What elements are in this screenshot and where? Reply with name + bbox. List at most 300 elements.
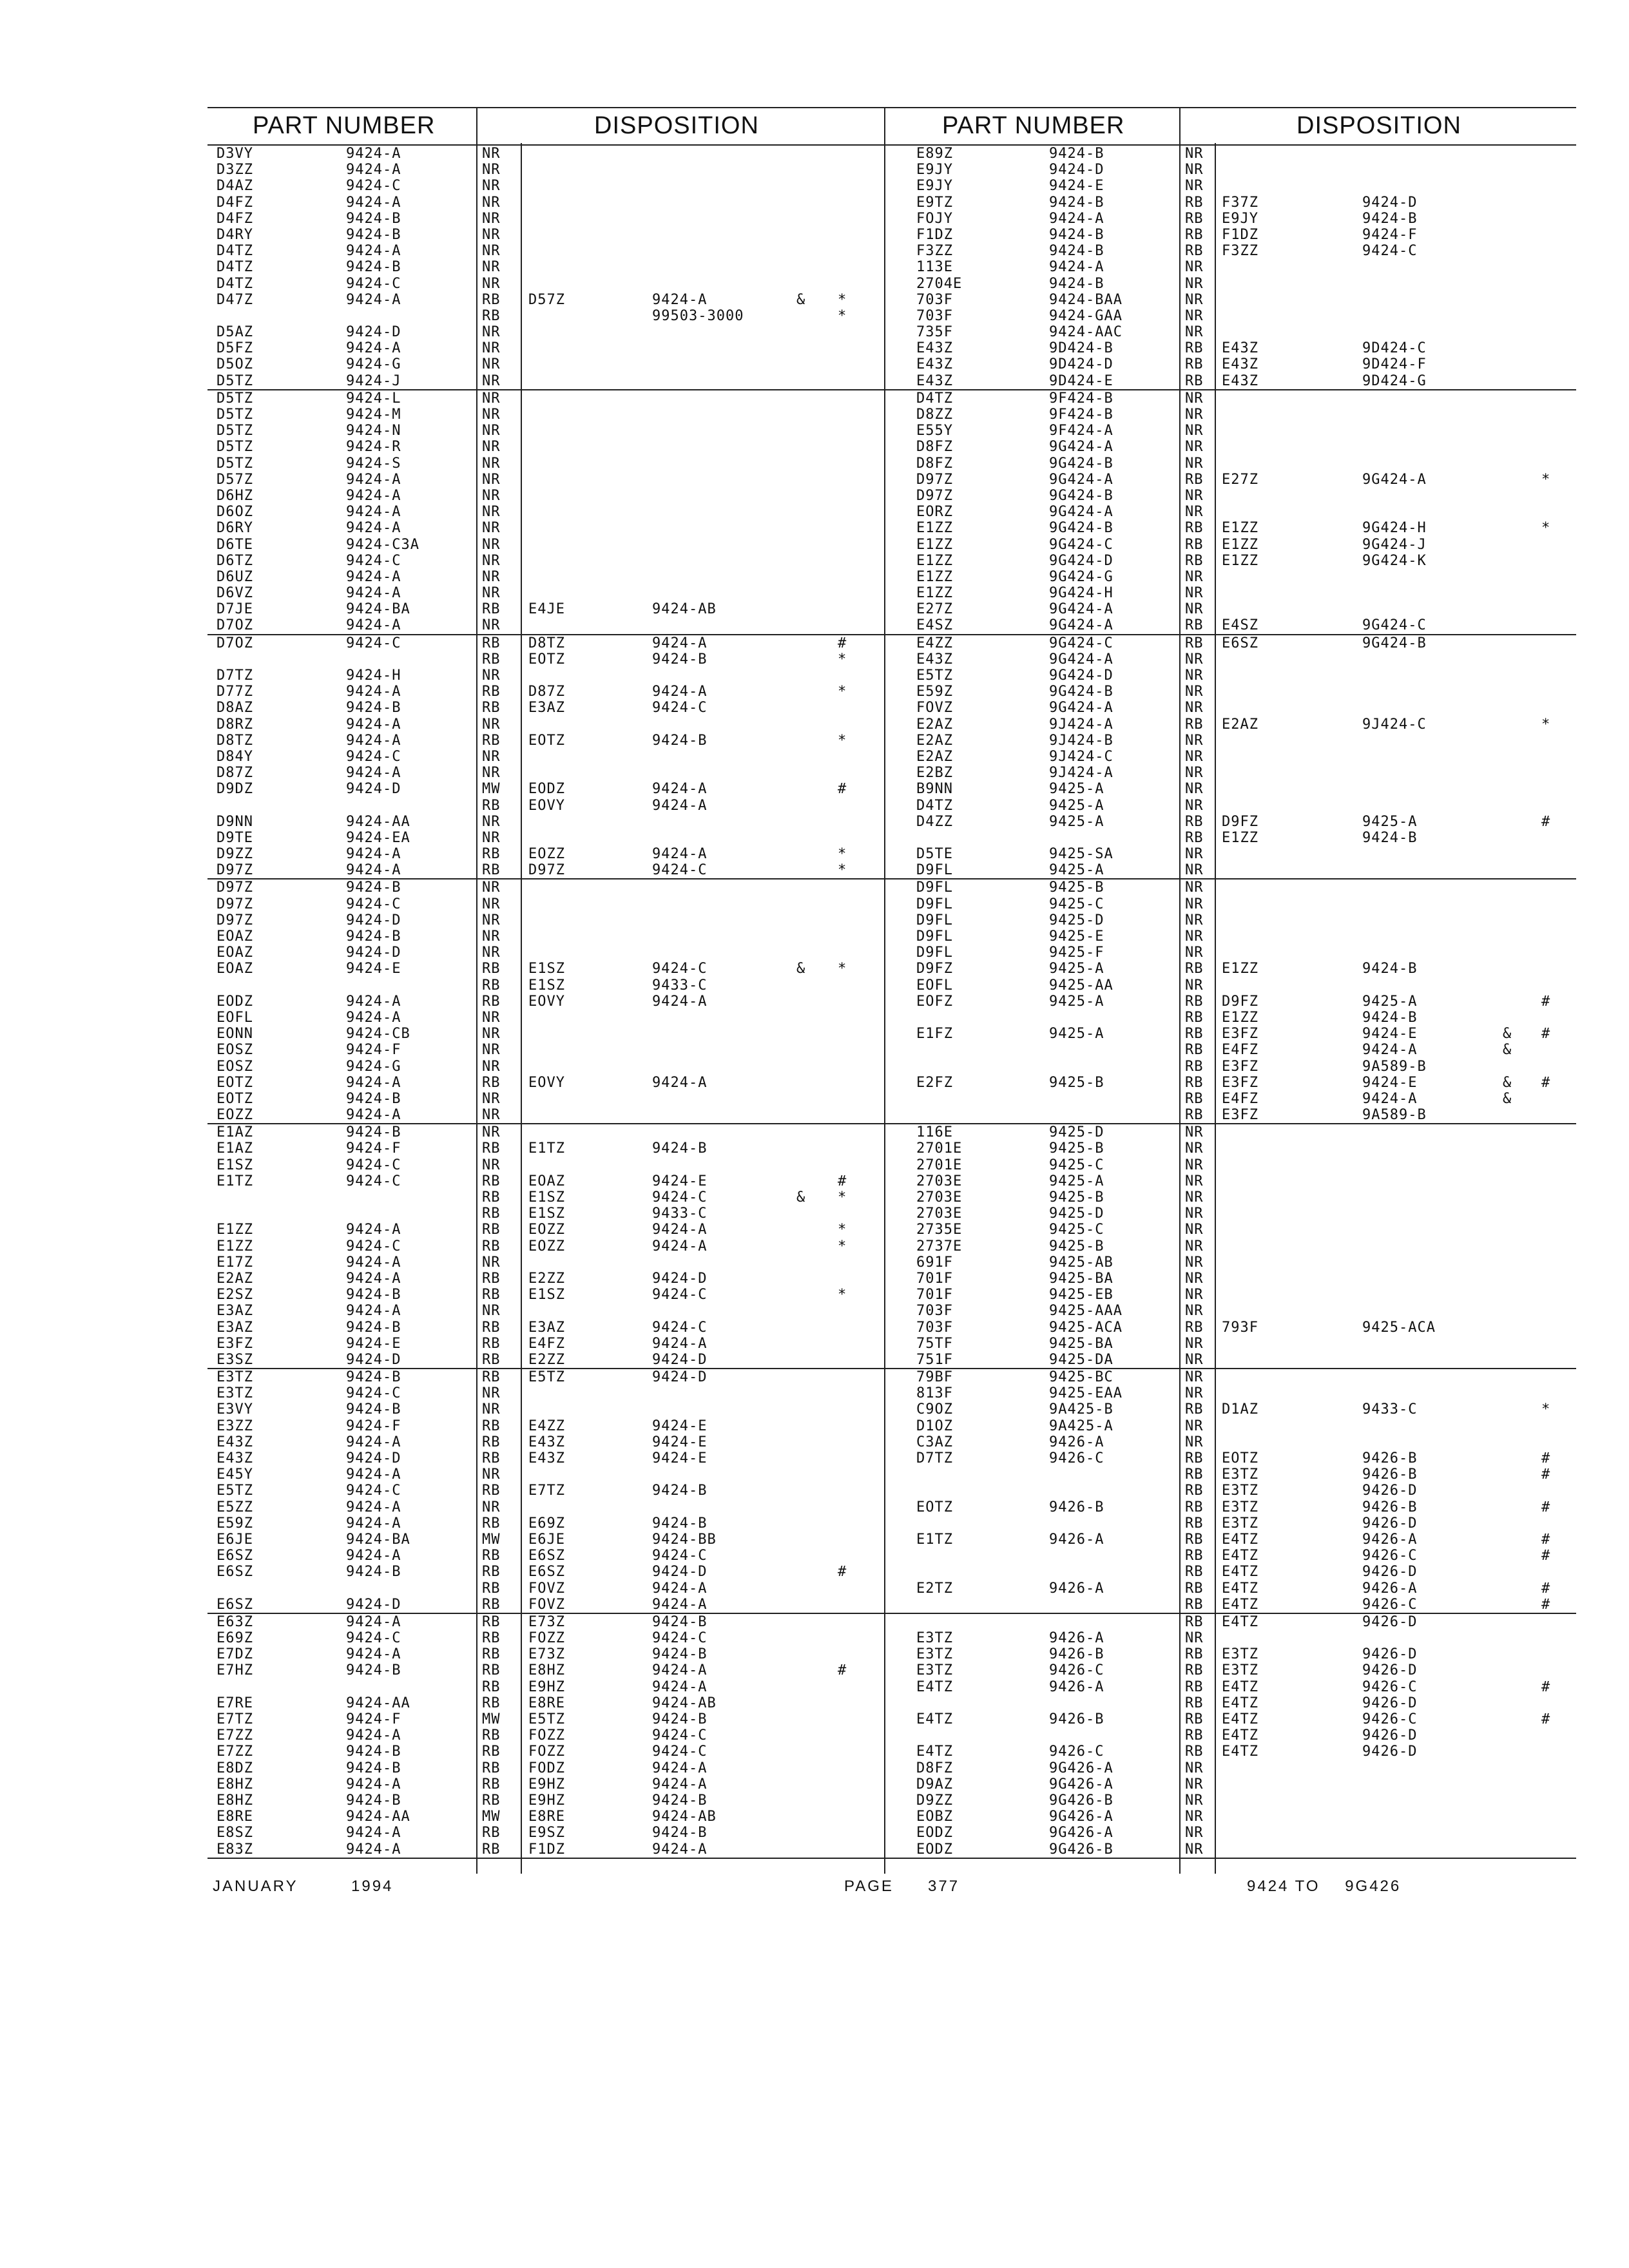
table-row [207, 1809, 887, 1825]
part-number-cell: E63Z [217, 1613, 253, 1630]
disposition-code-cell: RB [482, 1580, 501, 1597]
table-row [884, 1401, 1576, 1418]
left-table [207, 107, 887, 1859]
number-cell: 9424-D [1049, 162, 1104, 178]
table-row [884, 1385, 1576, 1401]
replacement-part-cell: E1ZZ [1222, 961, 1258, 977]
disposition-code-cell: RB [482, 1450, 501, 1466]
disposition-code-cell: NR [1185, 1140, 1204, 1157]
disposition-code-cell: RB [482, 1662, 501, 1679]
disposition-code-cell: NR [482, 1090, 501, 1107]
table-row [207, 340, 887, 356]
table-row [207, 1711, 887, 1727]
disposition-code-cell: NR [482, 1026, 501, 1043]
disposition-code-cell: RB [1185, 1058, 1204, 1075]
table-row [884, 456, 1576, 472]
number-cell: 9424-A [346, 732, 401, 749]
number-cell: 9425-EB [1049, 1287, 1113, 1303]
replacement-number-cell: 9424-A [652, 993, 708, 1010]
number-cell: 9424-B [346, 879, 401, 896]
number-cell: 9G424-A [1049, 700, 1113, 716]
disposition-code-cell: RB [482, 846, 501, 863]
disposition-code-cell: NR [482, 829, 501, 846]
part-number-cell: E5TZ [916, 668, 953, 684]
part-number-cell: E2SZ [217, 1287, 253, 1303]
replacement-number-cell: 9433-C [652, 1206, 708, 1222]
number-cell: 9424-A [346, 1499, 401, 1515]
replacement-part-cell: E6SZ [528, 1548, 565, 1564]
replacement-part-cell: E3FZ [1222, 1058, 1258, 1075]
table-row [207, 553, 887, 569]
replacement-part-cell: E4TZ [1222, 1564, 1258, 1581]
disposition-code-cell: MW [482, 1531, 501, 1548]
table-row [207, 846, 887, 862]
number-cell: 9424-A [346, 1548, 401, 1564]
table-row [884, 1776, 1576, 1792]
table-row [884, 651, 1576, 668]
part-number-cell: EOAZ [217, 945, 253, 961]
disposition-code-cell: RB [482, 862, 501, 879]
number-cell: 9G424-C [1049, 635, 1113, 651]
table-row [207, 716, 887, 733]
number-cell: 9424-E [346, 1335, 401, 1352]
table-row [884, 1010, 1576, 1026]
number-cell: 9424-E [346, 961, 401, 977]
replacement-part-cell: F1DZ [528, 1841, 565, 1858]
number-cell: 9424-F [346, 1418, 401, 1434]
disposition-code-cell: RB [1185, 993, 1204, 1010]
replacement-number-cell: 9424-A [652, 291, 708, 308]
part-number-cell: D5TZ [217, 423, 253, 439]
replacement-part-cell: E43Z [1222, 340, 1258, 357]
number-cell: 9424-B [346, 226, 401, 243]
replacement-number-cell: 9424-A [652, 1596, 708, 1613]
replacement-part-cell: E9SZ [528, 1825, 565, 1841]
right-table [884, 107, 1576, 1859]
number-cell: 9424-A [346, 504, 401, 521]
table-row [884, 504, 1576, 520]
disposition-code-cell: NR [1185, 487, 1204, 504]
table-row [207, 700, 887, 716]
part-number-cell: D4TZ [217, 275, 253, 292]
part-number-cell: E3TZ [916, 1630, 953, 1647]
replacement-part-cell: E43Z [1222, 356, 1258, 373]
table-row [207, 472, 887, 488]
part-number-cell: D4TZ [217, 243, 253, 260]
replacement-number-cell: 9424-B [1362, 961, 1418, 977]
number-cell: 9424-B [346, 1744, 401, 1760]
disposition-code-cell: NR [482, 1401, 501, 1418]
table-row [884, 830, 1576, 846]
replacement-part-cell: E8RE [528, 1809, 565, 1825]
disposition-code-cell: NR [1185, 748, 1204, 765]
table-row [884, 1825, 1576, 1841]
table-row [884, 668, 1576, 684]
part-number-cell: D97Z [916, 471, 953, 488]
part-number-cell: E1TZ [217, 1173, 253, 1189]
part-number-cell: D5TZ [217, 372, 253, 389]
replacement-number-cell: 9424-B [652, 1515, 708, 1532]
replacement-part-cell: E3AZ [528, 1319, 565, 1336]
replacement-part-cell: E69Z [528, 1515, 565, 1532]
table-row [884, 1091, 1576, 1107]
replacement-part-cell: FOZZ [528, 1630, 565, 1647]
part-number-cell: 703F [916, 291, 953, 308]
disposition-code-cell: RB [1185, 1564, 1204, 1581]
number-cell: 9425-C [1049, 1157, 1104, 1173]
table-row [207, 1825, 887, 1841]
number-cell: 9424-A [1049, 210, 1104, 227]
table-row [884, 569, 1576, 585]
replacement-number-cell: 9424-E [652, 1434, 708, 1450]
number-cell: 9424-B [1049, 226, 1104, 243]
disposition-code-cell: RB [482, 1222, 501, 1238]
disposition-code-cell: RB [1185, 1009, 1204, 1026]
flag-cell: # [838, 635, 847, 651]
part-number-cell: D5TZ [217, 439, 253, 456]
number-cell: 9424-A [346, 617, 401, 634]
disposition-code-cell: NR [1185, 879, 1204, 896]
table-row [884, 1303, 1576, 1319]
table-row [207, 1466, 887, 1483]
part-number-cell: F1DZ [916, 226, 953, 243]
number-cell: 9424-D [346, 1596, 401, 1613]
replacement-number-cell: 9424-C [652, 1630, 708, 1647]
table-row [207, 1483, 887, 1499]
disposition-code-cell: RB [482, 1678, 501, 1695]
table-row [207, 373, 887, 390]
number-cell: 9424-B [346, 210, 401, 227]
number-cell: 9G424-A [1049, 617, 1113, 634]
disposition-code-cell: NR [1185, 945, 1204, 961]
replacement-part-cell: FODZ [528, 1760, 565, 1776]
replacement-part-cell: E3TZ [1222, 1662, 1258, 1679]
number-cell: 9424-A [346, 1825, 401, 1841]
replacement-part-cell: E4TZ [1222, 1548, 1258, 1564]
replacement-number-cell: 9424-F [1362, 226, 1418, 243]
replacement-part-cell: EOTZ [528, 651, 565, 668]
number-cell: 9G424-B [1049, 487, 1113, 504]
number-cell: 9G424-G [1049, 568, 1113, 585]
table-row [207, 1369, 887, 1385]
disposition-code-cell: NR [1185, 862, 1204, 879]
table-row [207, 798, 887, 814]
number-cell: 9424-B [1049, 243, 1104, 260]
disposition-code-cell: NR [482, 748, 501, 765]
part-number-cell: E1ZZ [916, 536, 953, 553]
part-number-cell: D87Z [217, 765, 253, 782]
disposition-code-cell: NR [1185, 1335, 1204, 1352]
disposition-code-cell: NR [482, 243, 501, 260]
replacement-number-cell: 9426-D [1362, 1613, 1418, 1630]
replacement-number-cell: 9424-C [652, 1189, 708, 1206]
flag-cell: * [838, 1238, 847, 1254]
replacement-part-cell: E4TZ [1222, 1711, 1258, 1727]
table-row [884, 1450, 1576, 1466]
replacement-number-cell: 9426-C [1362, 1548, 1418, 1564]
table-row [884, 1695, 1576, 1711]
disposition-code-cell: RB [482, 1776, 501, 1792]
table-row [207, 423, 887, 439]
table-row [884, 1157, 1576, 1173]
replacement-number-cell: 9424-C [652, 1744, 708, 1760]
table-row [884, 733, 1576, 749]
part-number-cell: E2AZ [916, 716, 953, 733]
table-row [884, 1744, 1576, 1760]
number-cell: 9A425-B [1049, 1401, 1113, 1418]
flag-cell: # [1541, 1678, 1551, 1695]
disposition-code-cell: RB [482, 1351, 501, 1368]
part-number-cell: D9DZ [217, 781, 253, 798]
part-number-cell: F3ZZ [916, 243, 953, 260]
disposition-code-cell: NR [482, 945, 501, 961]
flag-cell: * [838, 307, 847, 324]
number-cell: 9424-A [346, 146, 401, 162]
table-row [207, 1548, 887, 1564]
part-number-cell: D3ZZ [217, 162, 253, 178]
disposition-code-cell: RB [482, 1727, 501, 1744]
number-cell: 9424-G [346, 356, 401, 373]
disposition-code-cell: NR [1185, 324, 1204, 341]
number-cell: 9F424-B [1049, 390, 1113, 407]
number-cell: 9424-B [1049, 146, 1104, 162]
table-row [207, 390, 887, 407]
table-row [884, 1711, 1576, 1727]
flag-cell: & [1503, 1090, 1512, 1107]
table-row [884, 1059, 1576, 1075]
number-cell: 9424-A [346, 471, 401, 488]
table-row [207, 1434, 887, 1450]
replacement-number-cell: 9425-A [1362, 813, 1418, 830]
table-row [884, 423, 1576, 439]
disposition-code-cell: NR [482, 765, 501, 782]
disposition-code-cell: NR [1185, 1351, 1204, 1368]
replacement-number-cell: 9426-D [1362, 1744, 1418, 1760]
number-cell: 9424-A [346, 1613, 401, 1630]
part-number-cell: D8FZ [916, 455, 953, 472]
table-row [884, 1222, 1576, 1238]
disposition-code-cell: NR [482, 275, 501, 292]
number-cell: 9425-A [1049, 1173, 1104, 1189]
part-number-cell: D4FZ [217, 194, 253, 211]
replacement-number-cell: 9D424-F [1362, 356, 1427, 373]
replacement-part-cell: EOTZ [528, 732, 565, 749]
table-row [884, 356, 1576, 372]
replacement-part-cell: E9JY [1222, 210, 1258, 227]
table-row [884, 276, 1576, 292]
part-number-cell: E3SZ [217, 1351, 253, 1368]
disposition-code-cell: NR [482, 1499, 501, 1515]
disposition-code-cell: RB [1185, 243, 1204, 260]
table-row [884, 814, 1576, 830]
replacement-part-cell: E8RE [528, 1695, 565, 1711]
replacement-number-cell: 9424-B [1362, 210, 1418, 227]
number-cell: 9424-C3A [346, 536, 419, 553]
part-number-cell: D5TZ [217, 390, 253, 407]
disposition-code-cell: RB [1185, 1580, 1204, 1597]
replacement-part-cell: FOVZ [528, 1596, 565, 1613]
table-row [884, 896, 1576, 912]
table-row [884, 1107, 1576, 1124]
column-divider [1215, 143, 1216, 1874]
replacement-part-cell: E1SZ [528, 1287, 565, 1303]
replacement-part-cell: E2ZZ [528, 1351, 565, 1368]
table-row [207, 617, 887, 635]
number-cell: 9424-C [346, 178, 401, 195]
table-row [207, 259, 887, 275]
disposition-code-cell: NR [482, 585, 501, 602]
part-number-cell: EOAZ [217, 961, 253, 977]
disposition-code-cell: RB [482, 1515, 501, 1532]
disposition-code-cell: RB [482, 1825, 501, 1841]
flag-cell: # [1541, 993, 1551, 1010]
disposition-code-cell: RB [482, 977, 501, 994]
table-row [884, 798, 1576, 814]
replacement-part-cell: EOTZ [1222, 1450, 1258, 1466]
replacement-number-cell: 9426-B [1362, 1499, 1418, 1515]
part-number-cell: 813F [916, 1385, 953, 1402]
part-number-cell: 701F [916, 1287, 953, 1303]
replacement-number-cell: 9424-B [652, 1825, 708, 1841]
replacement-part-cell: E6JE [528, 1531, 565, 1548]
part-number-cell: EODZ [916, 1825, 953, 1841]
number-cell: 9G424-A [1049, 439, 1113, 456]
replacement-part-cell: E4TZ [1222, 1580, 1258, 1597]
part-number-cell: E2FZ [916, 1074, 953, 1091]
flag-cell: # [1541, 1450, 1551, 1466]
number-cell: 9424-A [346, 194, 401, 211]
part-number-cell: 691F [916, 1254, 953, 1271]
table-row [884, 1254, 1576, 1271]
part-number-cell: E2TZ [916, 1580, 953, 1597]
part-number-cell: D6TE [217, 536, 253, 553]
disposition-code-cell: NR [482, 716, 501, 733]
part-number-cell: FOJY [916, 210, 953, 227]
table-row [884, 1581, 1576, 1597]
replacement-number-cell: 9A589-B [1362, 1058, 1427, 1075]
part-number-cell: D9FL [916, 912, 953, 928]
part-number-cell: E3TZ [916, 1646, 953, 1663]
number-cell: 9424-A [346, 162, 401, 178]
replacement-number-cell: 9424-C [652, 862, 708, 879]
number-cell: 9424-B [346, 1792, 401, 1809]
disposition-code-cell: RB [482, 1074, 501, 1091]
replacement-part-cell: EOZZ [528, 846, 565, 863]
replacement-part-cell: F1DZ [1222, 226, 1258, 243]
disposition-code-cell: NR [1185, 896, 1204, 912]
part-number-cell: 2703E [916, 1189, 963, 1206]
part-number-cell: E3AZ [217, 1319, 253, 1336]
disposition-code-cell: RB [1185, 1026, 1204, 1043]
number-cell: 9G424-D [1049, 552, 1113, 569]
replacement-number-cell: 9424-C [652, 961, 708, 977]
part-number-cell: EOTZ [217, 1074, 253, 1091]
part-number-cell: D9FZ [916, 961, 953, 977]
replacement-number-cell: 9424-C [652, 1727, 708, 1744]
disposition-code-cell: RB [1185, 635, 1204, 651]
replacement-number-cell: 9424-B [652, 1792, 708, 1809]
replacement-number-cell: 9424-A [652, 846, 708, 863]
part-number-cell: E1ZZ [916, 585, 953, 602]
number-cell: 9424-B [346, 928, 401, 945]
replacement-part-cell: E3AZ [528, 700, 565, 716]
replacement-number-cell: 9424-A [652, 1074, 708, 1091]
number-cell: 9424-B [346, 1124, 401, 1141]
disposition-code-cell: NR [1185, 1124, 1204, 1141]
disposition-code-cell: NR [1185, 1369, 1204, 1386]
replacement-number-cell: 9433-C [652, 977, 708, 994]
disposition-code-cell: RB [482, 961, 501, 977]
table-row [884, 1026, 1576, 1042]
disposition-code-cell: MW [482, 1809, 501, 1825]
table-row [884, 292, 1576, 308]
table-row [207, 1564, 887, 1580]
table-row [884, 1320, 1576, 1336]
table-row [207, 162, 887, 178]
replacement-part-cell: E5TZ [528, 1369, 565, 1386]
disposition-code-cell: RB [1185, 1678, 1204, 1695]
replacement-number-cell: 9424-B [652, 1613, 708, 1630]
flag-cell: * [838, 684, 847, 700]
replacement-part-cell: E4FZ [1222, 1090, 1258, 1107]
disposition-code-cell: RB [482, 1744, 501, 1760]
number-cell: 9424-A [346, 1009, 401, 1026]
table-row [884, 259, 1576, 275]
number-cell: 9425-EAA [1049, 1385, 1123, 1402]
number-cell: 9425-C [1049, 896, 1104, 912]
disposition-code-cell: NR [482, 1058, 501, 1075]
part-number-cell: E7ZZ [217, 1727, 253, 1744]
disposition-code-cell: RB [482, 1335, 501, 1352]
part-number-cell: D9AZ [916, 1776, 953, 1792]
table-row [884, 243, 1576, 259]
table-row [884, 585, 1576, 601]
replacement-number-cell: 9426-C [1362, 1596, 1418, 1613]
number-cell: 9424-A [346, 1646, 401, 1663]
replacement-number-cell: 9424-E [652, 1418, 708, 1434]
replacement-number-cell: 9424-B [652, 651, 708, 668]
part-number-cell: 703F [916, 1319, 953, 1336]
table-row [207, 504, 887, 520]
table-row [884, 520, 1576, 536]
replacement-part-cell: E2AZ [1222, 716, 1258, 733]
table-row [207, 439, 887, 455]
part-number-cell: D6UZ [217, 568, 253, 585]
disposition-code-cell: NR [482, 617, 501, 634]
disposition-code-cell: RB [1185, 829, 1204, 846]
replacement-part-cell: E5TZ [528, 1711, 565, 1727]
number-cell: 9424-C [346, 635, 401, 651]
disposition-code-cell: NR [1185, 651, 1204, 668]
part-number-cell: E1ZZ [217, 1238, 253, 1254]
replacement-number-cell: 9425-ACA [1362, 1319, 1436, 1336]
replacement-part-cell: E3TZ [1222, 1483, 1258, 1499]
disposition-code-cell: RB [1185, 1548, 1204, 1564]
part-number-cell: E8HZ [217, 1776, 253, 1792]
table-row [207, 765, 887, 781]
replacement-part-cell: E73Z [528, 1613, 565, 1630]
part-number-cell: C3AZ [916, 1434, 953, 1450]
replacement-part-cell: E4JE [528, 601, 565, 618]
table-row [884, 635, 1576, 651]
table-row [884, 684, 1576, 700]
number-cell: 9424-A [346, 1270, 401, 1287]
number-cell: 9424-D [346, 945, 401, 961]
part-number-cell: E3TZ [217, 1385, 253, 1402]
disposition-code-cell: RB [1185, 1711, 1204, 1727]
number-cell: 9G424-D [1049, 668, 1113, 684]
number-cell: 9424-A [346, 862, 401, 879]
